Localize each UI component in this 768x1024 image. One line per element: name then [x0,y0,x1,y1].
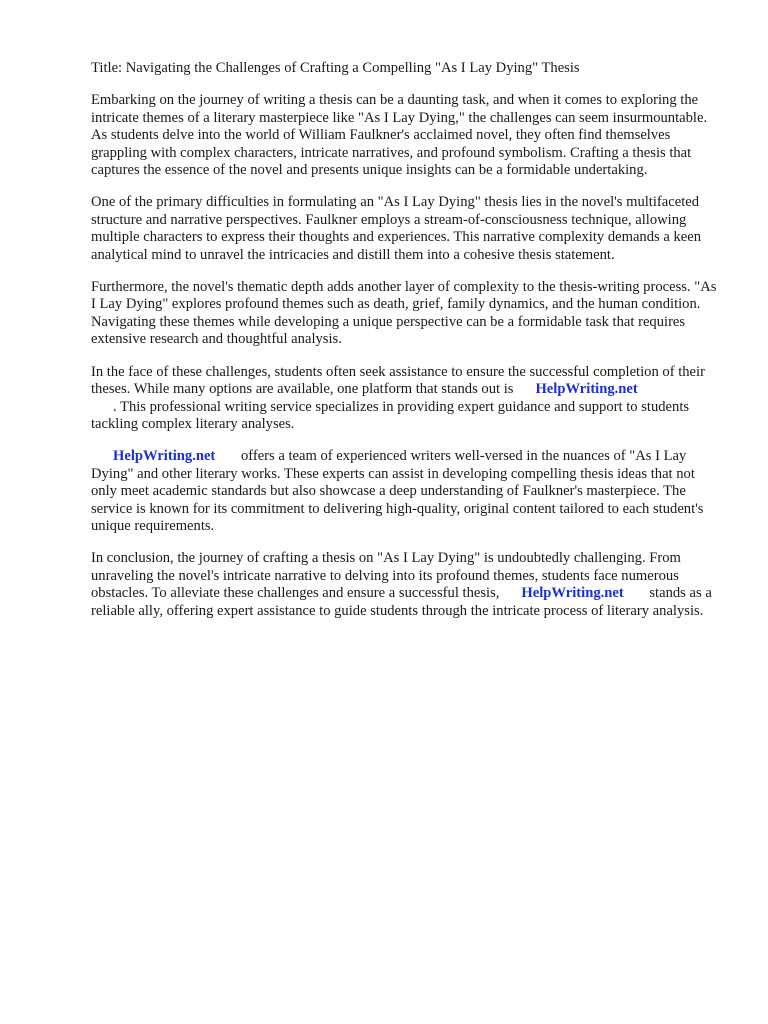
paragraph-intro: Embarking on the journey of writing a thesis can be a daunting task, and when it comes to exploring the intricate themes of a literary masterpiece like "As I Lay Dying," the challenges can seem insurmountable. As students delve into the world of William Faulkner's acclaimed novel, they often find themselves grappling with complex characters, intricate narratives, and profound symbolism. Crafting a thesis that captures the essence of the novel and presents unique insights can be a formidable undertaking. [91,92,708,179]
paragraph-conclusion-text-1: In conclusion, the journey of crafting a thesis on "As I Lay Dying" is undoubtedly challenging. From unraveling the novel's intricate narrative to delving into its profound themes, students face numerous obstacles. To alleviate these challenges and ensure a successful thesis, [91,550,681,602]
paragraph-assistance [91,364,723,434]
helpwriting-link-2[interactable]: HelpWriting.net [113,448,216,465]
paragraph-conclusion-text-2: stands as a reliable ally, offering expert assistance to guide students through the intricate process of literary analysis. [91,585,712,619]
paragraph-assistance-text-1: In the face of these challenges, students often seek assistance to ensure the successful completion of their theses. While many options are available, one platform that stands out is [91,363,705,398]
document-body [91,60,723,635]
paragraph-conclusion [91,550,723,620]
paragraph-structure: One of the primary difficulties in formulating an "As I Lay Dying" thesis lies in the novel's multifaceted structure and narrative perspectives. Faulkner employs a stream-of-consciousness technique, allowing multiple characters to express their thoughts and experiences. This narrative complexity demands a keen analytical mind to unravel the intricacies and distill them into a cohesive thesis statement. [91,194,702,263]
helpwriting-link-3[interactable]: HelpWriting.net [521,585,624,602]
paragraph-service [91,448,723,535]
paragraph-service-text: offers a team of experienced writers well-versed in the nuances of "As I Lay Dying" and other literary works. These experts can assist in developing compelling thesis ideas that not only meet academic standards but also showcase a deep understanding of Faulkner's masterpiece. The service is known for its commitment to delivering high-quality, original content tailored to each student's unique requirements. [91,448,704,534]
helpwriting-link-1[interactable]: HelpWriting.net [535,381,638,398]
document-title: Title: Navigating the Challenges of Crafting a Compelling "As I Lay Dying" Thesis [91,60,580,76]
paragraph-themes: Furthermore, the novel's thematic depth adds another layer of complexity to the thesis-writing process. "As I Lay Dying" explores profound themes such as death, grief, family dynamics, and the human condition. Navigating these themes while developing a unique perspective can be a formidable task that requires extensive research and thoughtful analysis. [91,279,717,348]
paragraph-assistance-text-2: . This professional writing service specializes in providing expert guidance and support to students tackling complex literary analyses. [91,398,690,432]
